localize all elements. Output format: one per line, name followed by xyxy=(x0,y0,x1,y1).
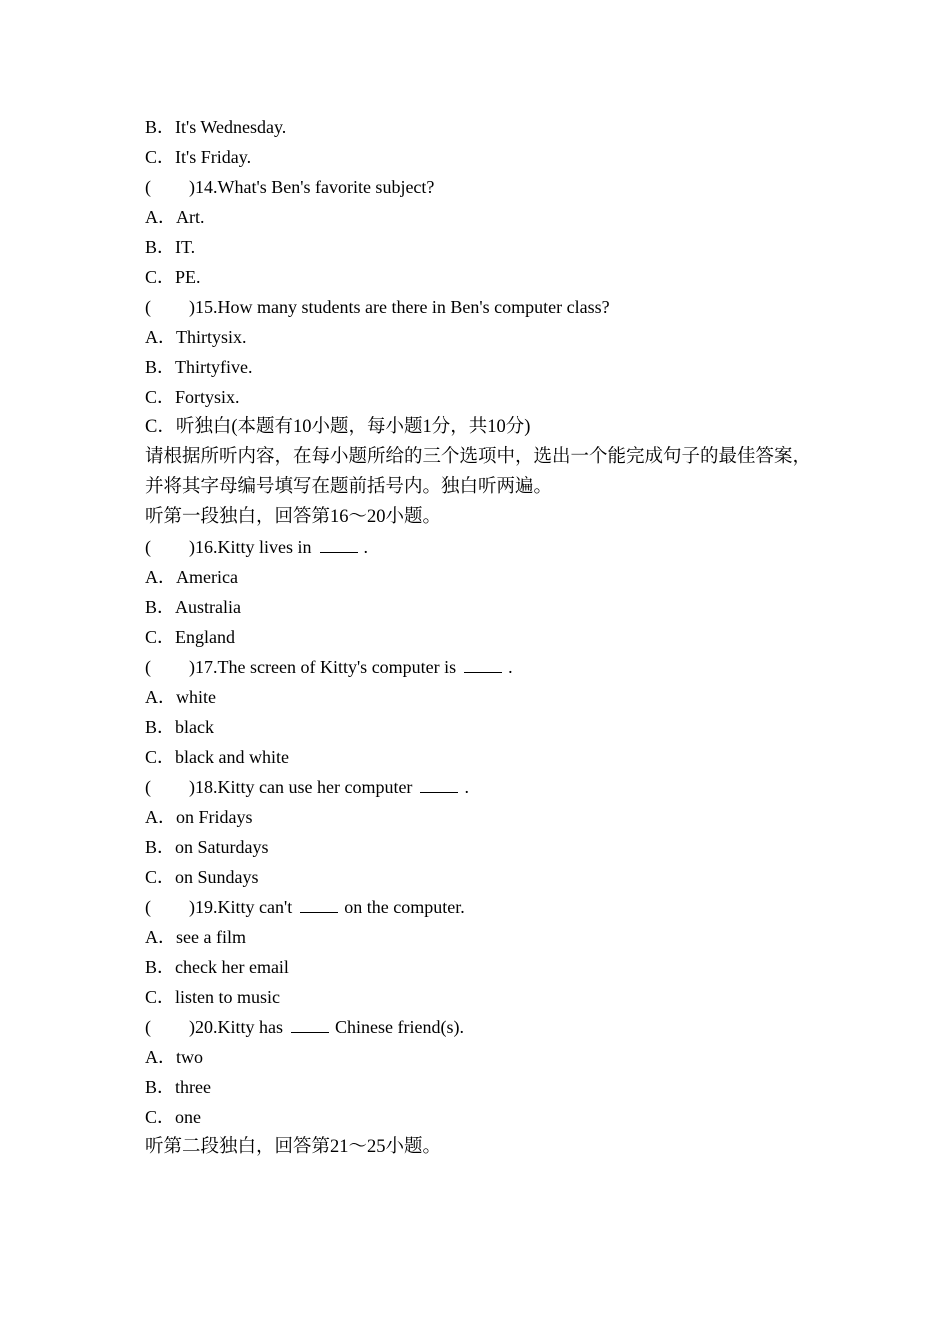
question-text: )20.Kitty has xyxy=(189,1017,283,1037)
question-line xyxy=(145,892,825,922)
answer-option: C．black and white xyxy=(145,747,289,767)
question-line xyxy=(145,652,825,682)
question-text: )19.Kitty can't xyxy=(189,897,293,917)
answer-bracket: ( xyxy=(145,657,151,677)
answer-option: B．on Saturdays xyxy=(145,837,269,857)
answer-option: B．check her email xyxy=(145,957,289,977)
answer-blank xyxy=(464,654,502,673)
question-line xyxy=(145,292,825,322)
question-text: )18.Kitty can use her computer xyxy=(189,777,413,797)
answer-bracket: ( xyxy=(145,777,151,797)
answer-bracket: ( xyxy=(145,897,151,917)
question-text-after: . xyxy=(363,537,368,557)
answer-option: A．on Fridays xyxy=(145,807,253,827)
answer-blank xyxy=(320,534,358,553)
answer-blank xyxy=(291,1014,329,1033)
question-line xyxy=(145,532,825,562)
answer-option: A．America xyxy=(145,567,238,587)
question-text-after: on the computer. xyxy=(344,897,465,917)
answer-option: C．listen to music xyxy=(145,987,280,1007)
answer-option: B．three xyxy=(145,1077,211,1097)
question-text: )15.How many students are there in Ben's computer class? xyxy=(189,297,610,317)
section-heading: 听第一段独白，回答第16～20小题。 xyxy=(145,507,442,527)
answer-option: C．Fortysix. xyxy=(145,387,240,407)
answer-option: A．two xyxy=(145,1047,203,1067)
answer-option: B．black xyxy=(145,717,214,737)
question-line xyxy=(145,1012,825,1042)
answer-bracket: ( xyxy=(145,177,151,197)
answer-blank xyxy=(300,894,338,913)
answer-option: B．IT. xyxy=(145,237,196,257)
answer-option: C．one xyxy=(145,1107,201,1127)
question-text: )17.The screen of Kitty's computer is xyxy=(189,657,457,677)
answer-option: B．It's Wednesday. xyxy=(145,117,287,137)
answer-option: A．see a film xyxy=(145,927,246,947)
question-text-after: . xyxy=(508,657,513,677)
answer-option: C．PE. xyxy=(145,267,201,287)
answer-option: B．Thirtyfive. xyxy=(145,357,253,377)
question-text-after: Chinese friend(s). xyxy=(335,1017,464,1037)
instruction-text: 请根据所听内容，在每小题所给的三个选项中，选出一个能完成句子的最佳答案，并将其字母编号填写在题前括号内。独白听两遍。 xyxy=(145,447,812,497)
question-line xyxy=(145,772,825,802)
answer-bracket: ( xyxy=(145,297,151,317)
answer-bracket: ( xyxy=(145,537,151,557)
answer-option: C．It's Friday. xyxy=(145,147,252,167)
section-heading: 听第二段独白，回答第21～25小题。 xyxy=(145,1137,442,1157)
answer-option: C．England xyxy=(145,627,235,647)
section-heading: C．听独白(本题有10小题，每小题1分，共10分) xyxy=(145,417,531,437)
answer-option: A．white xyxy=(145,687,216,707)
question-line xyxy=(145,172,825,202)
question-text-after: . xyxy=(464,777,469,797)
answer-option: A．Art. xyxy=(145,207,205,227)
answer-option: A．Thirtysix. xyxy=(145,327,247,347)
answer-option: B．Australia xyxy=(145,597,241,617)
question-text: )16.Kitty lives in xyxy=(189,537,312,557)
question-text: )14.What's Ben's favorite subject? xyxy=(189,177,435,197)
answer-blank xyxy=(420,774,458,793)
answer-option: C．on Sundays xyxy=(145,867,259,887)
answer-bracket: ( xyxy=(145,1017,151,1037)
document-content xyxy=(145,112,825,1162)
